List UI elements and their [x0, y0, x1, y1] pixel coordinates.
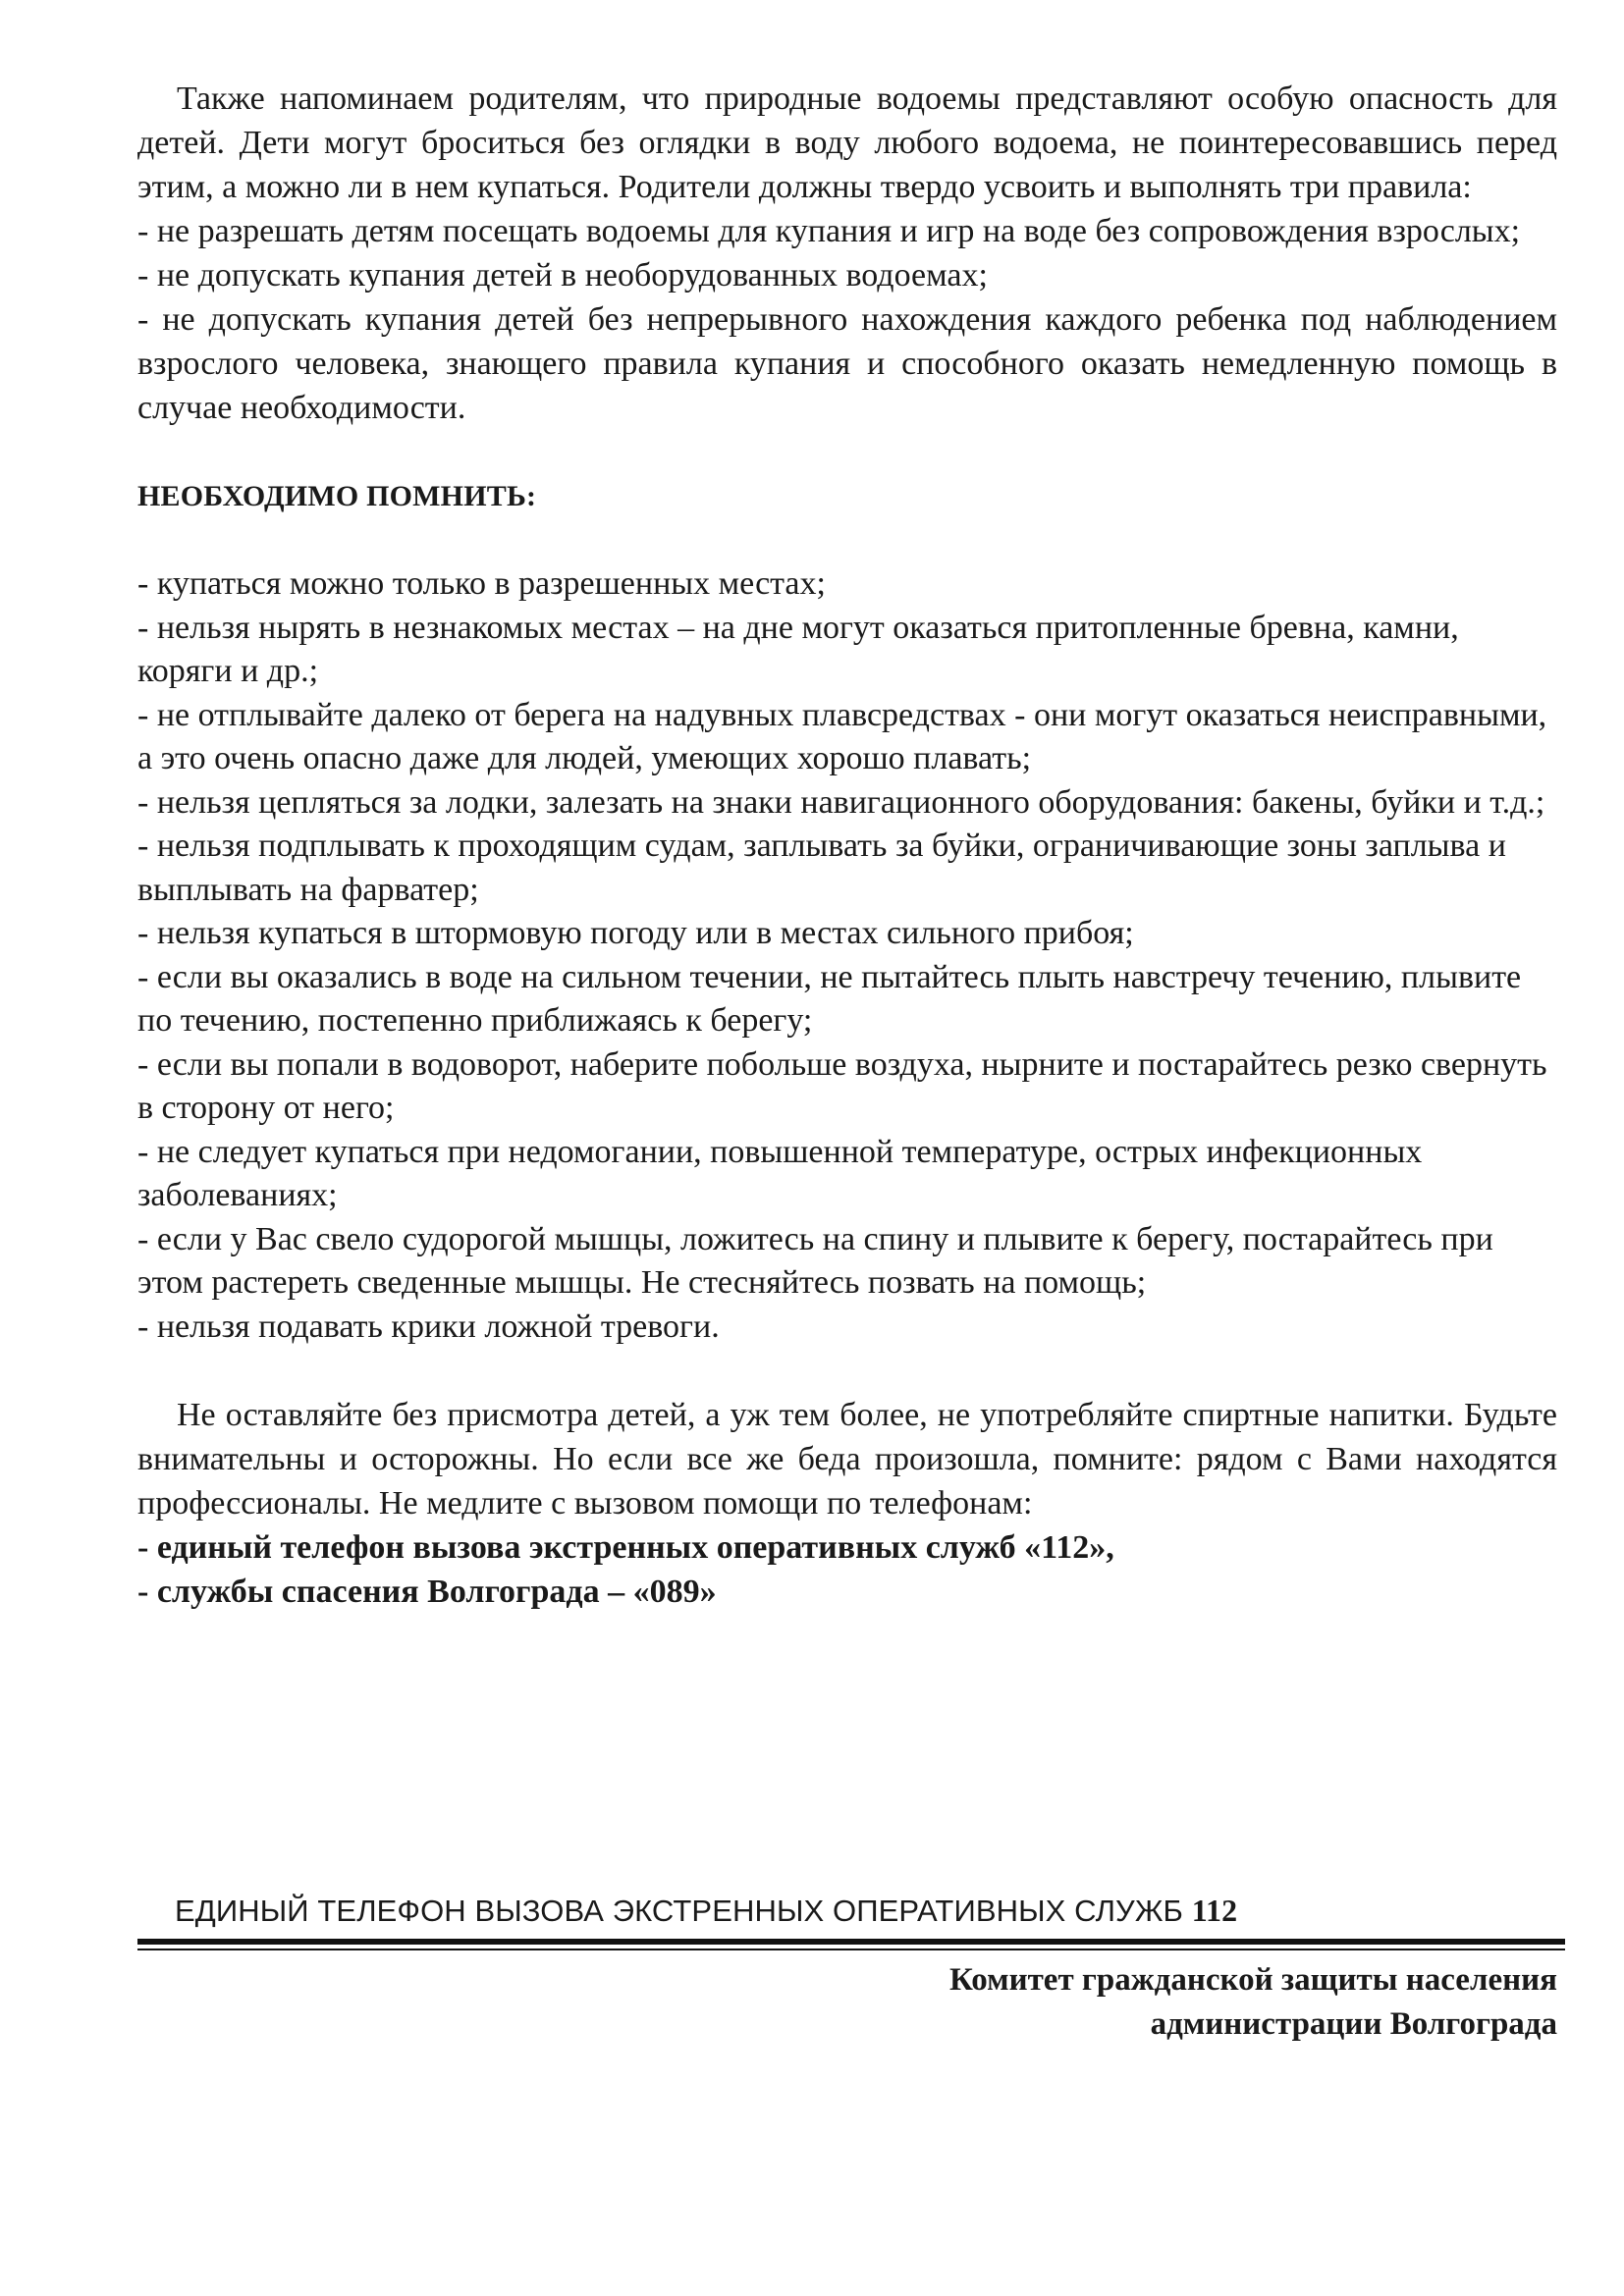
parent-rule-1: - не разрешать детям посещать водоемы для купания и игр на воде без сопровождения взрослых; [137, 213, 1521, 249]
intro-paragraph: Также напоминаем родителям, что природные водоемы представляют особую опасность для детей. Дети могут броситься без оглядки в воду любого водоема, не поинтересовавшись перед этим, а можно ли в нем купаться. Родители должны твердо усвоить и выполнять три правила: [137, 80, 1557, 205]
list-item: - нельзя купаться в штормовую погоду или в местах сильного прибоя; [137, 915, 1134, 951]
list-item: - нельзя подплывать к проходящим судам, заплывать за буйки, ограничивающие зоны заплыва и выплывать на фарватер; [137, 828, 1506, 908]
signature-line-1: Комитет гражданской защиты населения [948, 1962, 1557, 1998]
list-item: - не отплывайте далеко от берега на надувных плавсредствах - они могут оказаться неисправными, а это очень опасно даже для людей, умеющих хорошо плавать; [137, 696, 1547, 776]
banner-divider-thin [137, 1949, 1565, 1950]
phone-line-112: - единый телефон вызова экстренных оперативных служб «112», [137, 1529, 1114, 1566]
banner-divider-thick [137, 1939, 1565, 1945]
list-item: - нельзя цепляться за лодки, залезать на знаки навигационного оборудования: бакены, буйки и т.д.; [137, 783, 1545, 821]
list-item: - если вы попали в водоворот, наберите побольше воздуха, нырните и постарайтесь резко свернуть в сторону от него; [137, 1045, 1547, 1126]
remember-heading: НЕОБХОДИМО ПОМНИТЬ: [137, 480, 537, 512]
banner-number: 112 [1191, 1893, 1238, 1928]
signature-block [949, 1958, 1557, 2047]
banner-text [137, 1891, 1565, 1931]
closing-paragraph: Не оставляйте без присмотра детей, а уж тем более, не употребляйте спиртные напитки. Будьте внимательны и осторожны. Но если все же беда произошла, помните: рядом с Вами находятся профессионалы. Не медлите с вызовом помощи по телефонам: [137, 1397, 1557, 1522]
parent-rule-3: - не допускать купания детей без непрерывного нахождения каждого ребенка под наблюдением взрослого человека, знающего правила купания и способного оказать немедленную помощь в случае необходимости. [137, 301, 1557, 426]
list-item: - нельзя нырять в незнакомых местах – на дне могут оказаться притопленные бревна, камни, коряги и др.; [137, 609, 1459, 689]
list-item: - если у Вас свело судорогой мышцы, ложитесь на спину и плывите к берегу, постарайтесь при этом растереть сведенные мышцы. Не стесняйтесь позвать на помощь; [137, 1220, 1493, 1301]
list-item: - купаться можно только в разрешенных местах; [137, 565, 826, 602]
list-item: - нельзя подавать крики ложной тревоги. [137, 1308, 720, 1345]
document-body [137, 77, 1557, 1614]
safety-rules-list [137, 562, 1557, 1349]
list-item: - не следует купаться при недомогании, повышенной температуре, острых инфекционных заболеваниях; [137, 1133, 1423, 1213]
list-item: - если вы оказались в воде на сильном течении, не пытайтесь плыть навстречу течению, плывите по течению, постепенно приближаясь к берегу; [137, 958, 1522, 1039]
banner-label: ЕДИНЫЙ ТЕЛЕФОН ВЫЗОВА ЭКСТРЕННЫХ ОПЕРАТИВНЫХ СЛУЖБ [175, 1894, 1183, 1928]
phone-line-089: - службы спасения Волгограда – «089» [137, 1574, 717, 1610]
parent-rule-2: - не допускать купания детей в необорудованных водоемах; [137, 257, 988, 294]
emergency-banner [137, 1891, 1565, 1950]
signature-line-2: администрации Волгограда [1150, 2006, 1557, 2042]
